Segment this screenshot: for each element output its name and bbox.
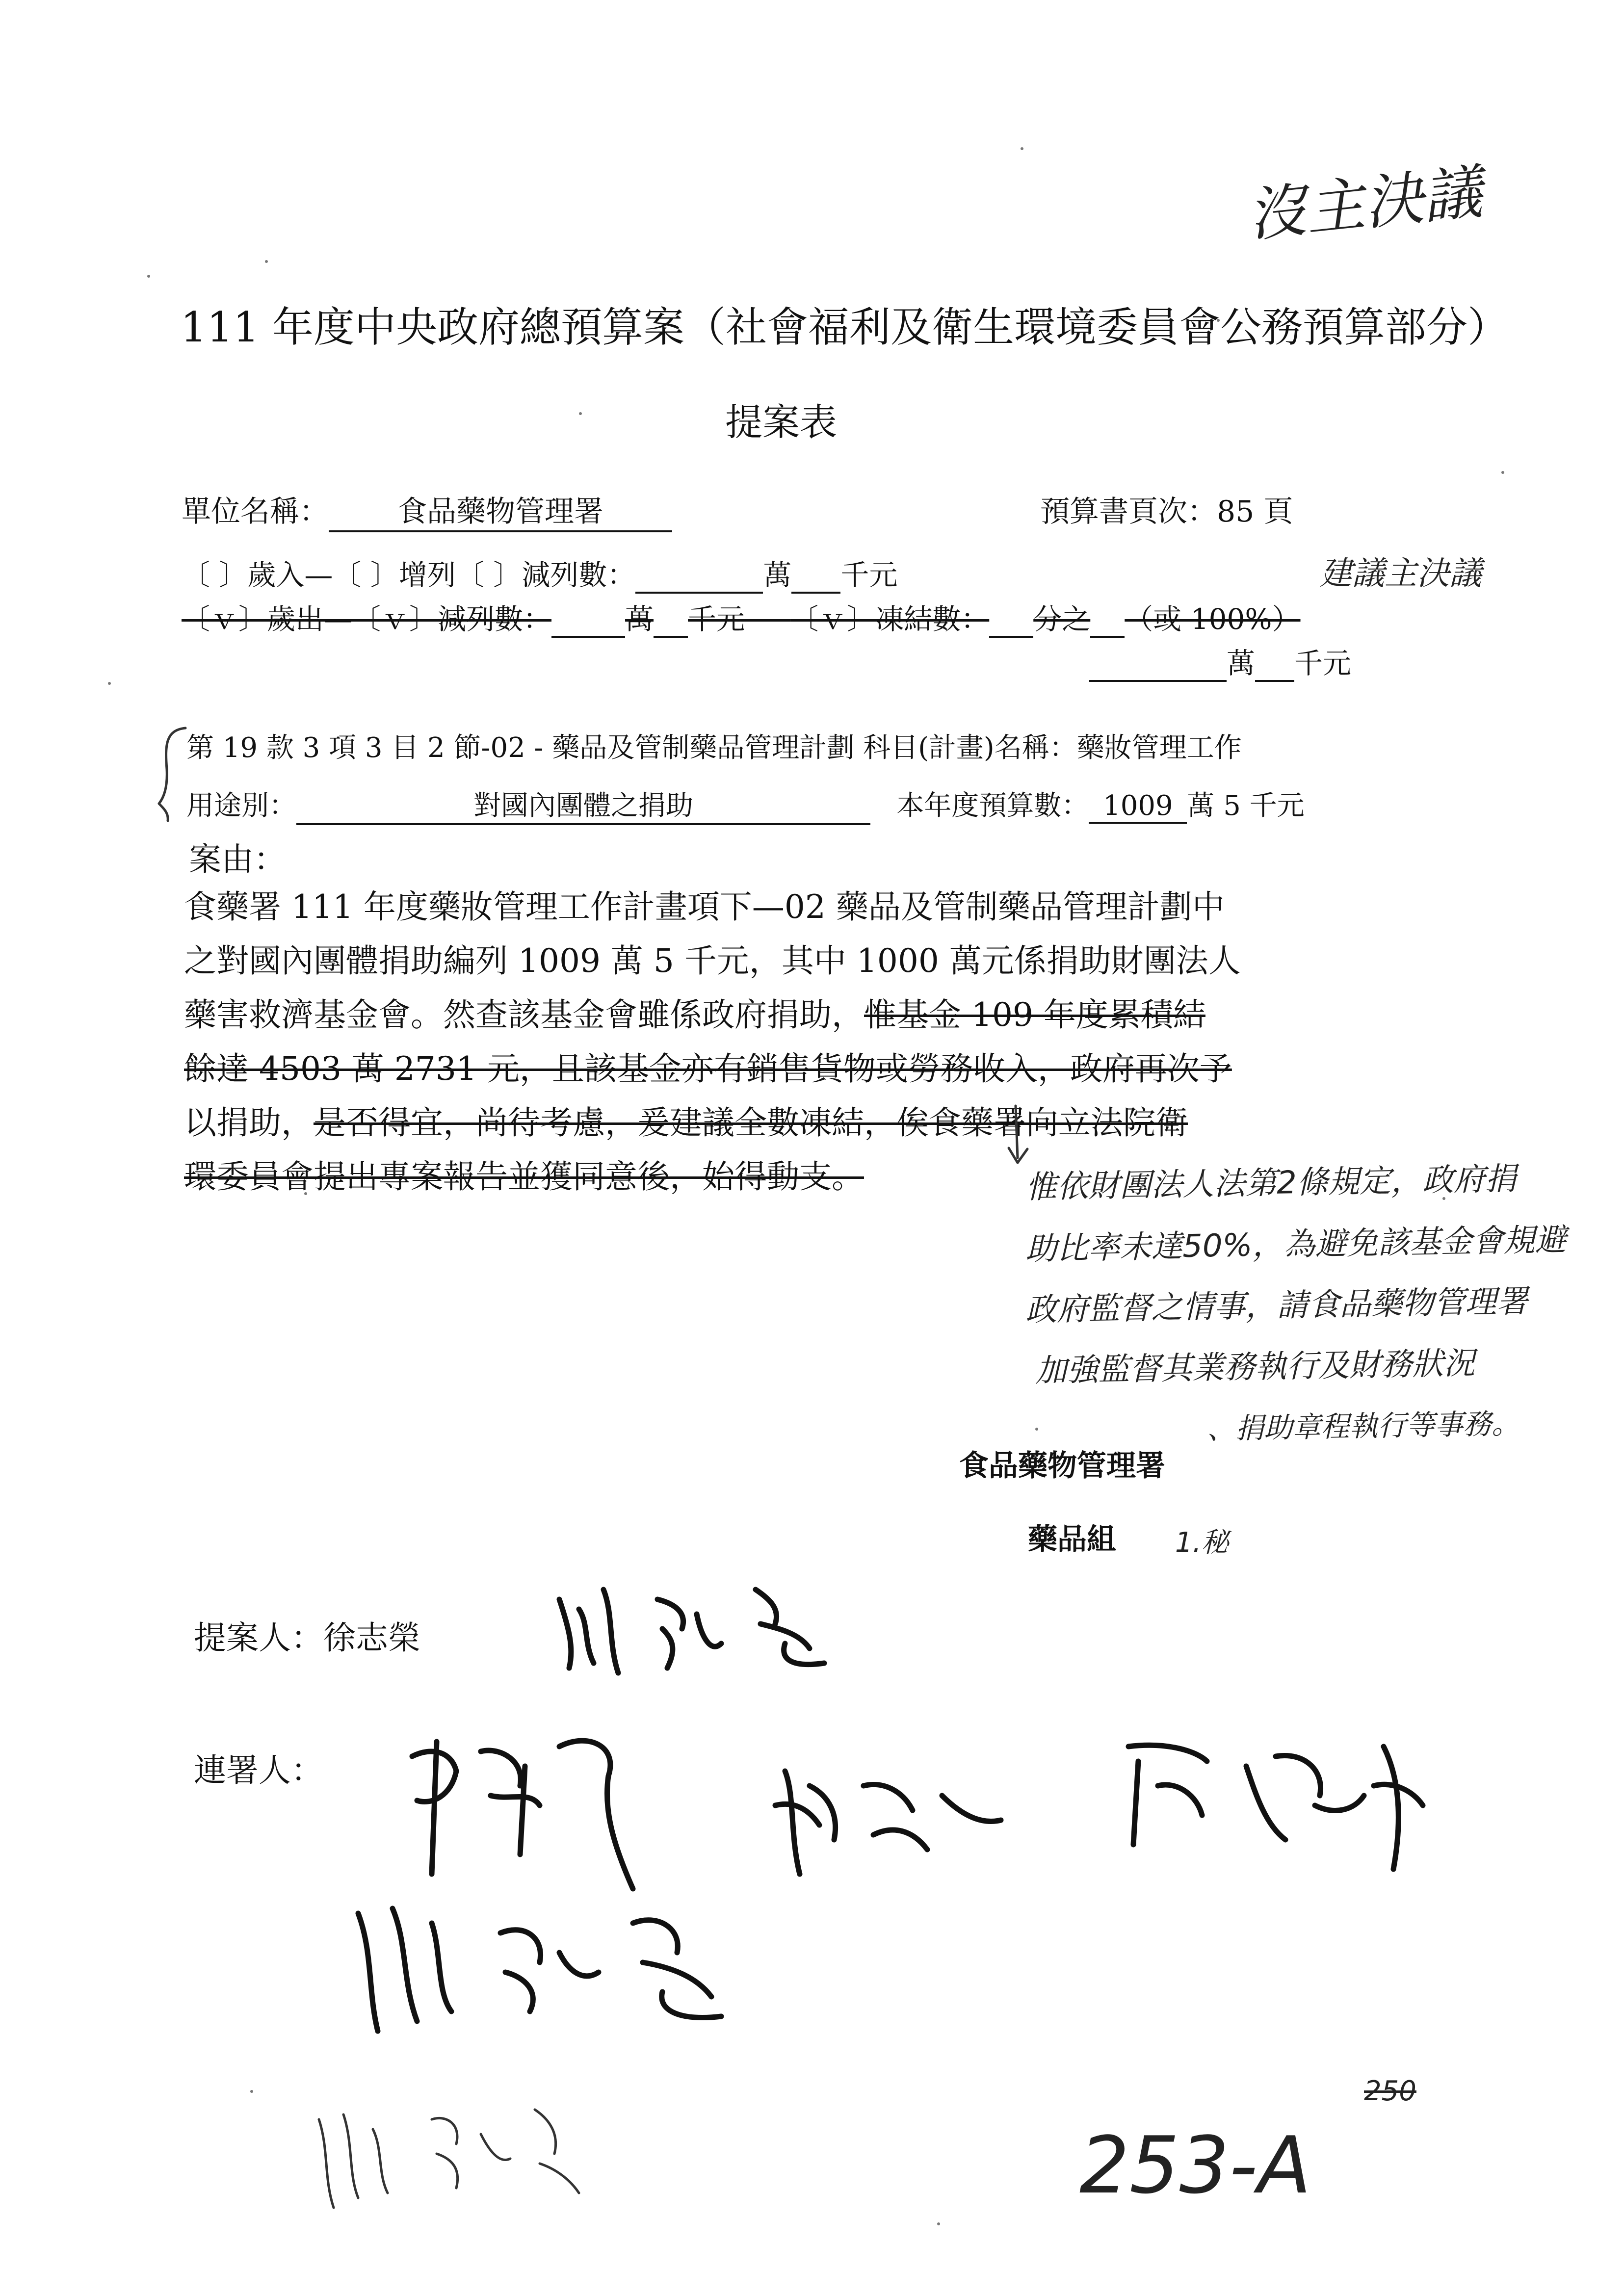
handwritten-top-note: 沒主決議 [1244,158,1486,251]
reason-line-4: 餘達 4503 萬 2731 元，且該基金亦有銷售貨物或勞務收入，政府再次予 [184,1050,1232,1088]
expense-qian: 千元 [688,602,745,636]
freeze-text: 〔ｖ〕凍結數： [790,602,990,636]
division-stamp: 藥品組 [1028,1522,1116,1557]
cosigner-signature-2 [765,1756,1040,1884]
cosigner-signature-4 [339,1894,780,2041]
handwritten-insert-line-4: 加強監督其業務執行及財務狀況 [1035,1345,1475,1389]
subject-value: 藥妝管理工作 [1076,732,1242,764]
handwritten-insert-line-3: 政府監督之情事，請食品藥物管理署 [1025,1283,1528,1329]
scan-speck [579,412,582,415]
subject-label: 科目(計畫)名稱： [863,732,1077,764]
freeze-amount-qian: 千元 [1294,647,1352,680]
handwritten-insert-line-2: 助比率未達50%，為避免該基金會規避 [1025,1222,1567,1268]
reason-line-3-kept: 藥害救濟基金會。然查該基金會雖係政府捐助， [184,996,864,1034]
income-wan: 萬 [763,558,792,592]
income-qian: 千元 [840,558,898,592]
proposer-signature [550,1570,854,1678]
income-text: 〔 〕歲入—〔 〕增列〔 〕減列數： [182,558,636,592]
unit-value: 食品藥物管理署 [329,488,672,532]
item-code: 第 19 款 3 項 3 目 2 節-02 - 藥品及管制藥品管理計劃 [186,732,855,764]
old-page-number: 250 [1364,2075,1416,2107]
proposer-name: 徐志榮 [323,1619,420,1657]
reason-line-2: 之對國內團體捐助編列 1009 萬 5 千元，其中 1000 萬元係捐助財團法人 [184,942,1241,980]
scan-speck [1035,1428,1038,1431]
document-title: 111 年度中央政府總預算案（社會福利及衛生環境委員會公務預算部分） [181,303,1509,351]
proposer-label: 提案人： [194,1619,323,1657]
cosigner-signature-3 [1109,1727,1433,1884]
page-ref-row [1040,488,1293,530]
freeze-amount-wan: 萬 [1227,647,1256,680]
budget-suffix: 萬 5 千元 [1187,790,1305,822]
reason-line-5-kept: 以捐助， [184,1104,314,1142]
page-ref-suffix: 頁 [1263,495,1293,529]
scan-speck [265,260,268,263]
proposer-row [194,1612,420,1658]
expense-text: 〔ｖ〕歲出—〔ｖ〕減列數： [182,602,552,636]
page-number: 253-A [1079,2119,1311,2211]
agency-stamp: 食品藥物管理署 [959,1449,1165,1483]
reason-line-1: 食藥署 111 年度藥妝管理工作計畫項下—02 藥品及管制藥品管理計劃中 [184,888,1225,926]
form-subtitle: 提案表 [725,400,837,444]
freeze-amount-row [1089,640,1351,682]
reason-line-5 [184,1096,1188,1143]
scan-speck [1501,471,1504,474]
scan-speck [250,2090,253,2093]
page-ref-value: 85 [1217,495,1255,529]
freeze-fen: 分之 [1033,602,1091,636]
freeze-pct: （或 100%） [1125,602,1301,636]
item-line-1 [186,726,1242,765]
use-label: 用途別： [186,790,296,822]
reason-line-5-struck: 是否得宜，尚待考慮，爰建議全數凍結，俟食藥署向立法院衛 [314,1104,1188,1142]
insertion-caret [1006,1104,1035,1168]
item-line-2 [186,784,1305,825]
reason-line-3-struck: 惟基金 109 年度累積結 [864,996,1205,1034]
scan-speck [147,275,150,278]
cosigner-signature-1 [402,1727,707,1904]
income-row [182,552,897,594]
unit-label: 單位名稱： [182,495,329,529]
scan-speck [108,682,111,685]
scan-speck [937,2222,940,2225]
reason-label: 案由： [189,840,286,878]
expense-row [182,596,1301,638]
budget-value: 1009 [1089,790,1187,824]
page-ref-label: 預算書頁次： [1040,495,1217,529]
division-note: 1.秘 [1175,1527,1229,1559]
faint-signature [304,2090,599,2218]
reason-line-3 [184,989,1205,1035]
handwritten-insert-line-5: 、捐助章程執行等事務。 [1206,1407,1520,1446]
budget-label: 本年度預算數： [896,790,1089,822]
use-value: 對國內團體之捐助 [296,784,870,825]
cosigners-label: 連署人： [194,1751,323,1789]
handwritten-insert-line-1: 惟依財團法人法第2條規定，政府捐 [1025,1161,1517,1206]
scan-speck [1021,147,1023,150]
handwritten-suggestion: 建議主決議 [1320,554,1482,592]
reason-line-6: 環委員會提出專案報告並獲同意後，始得動支。 [184,1158,864,1196]
unit-row [182,488,672,532]
expense-wan: 萬 [625,602,654,636]
